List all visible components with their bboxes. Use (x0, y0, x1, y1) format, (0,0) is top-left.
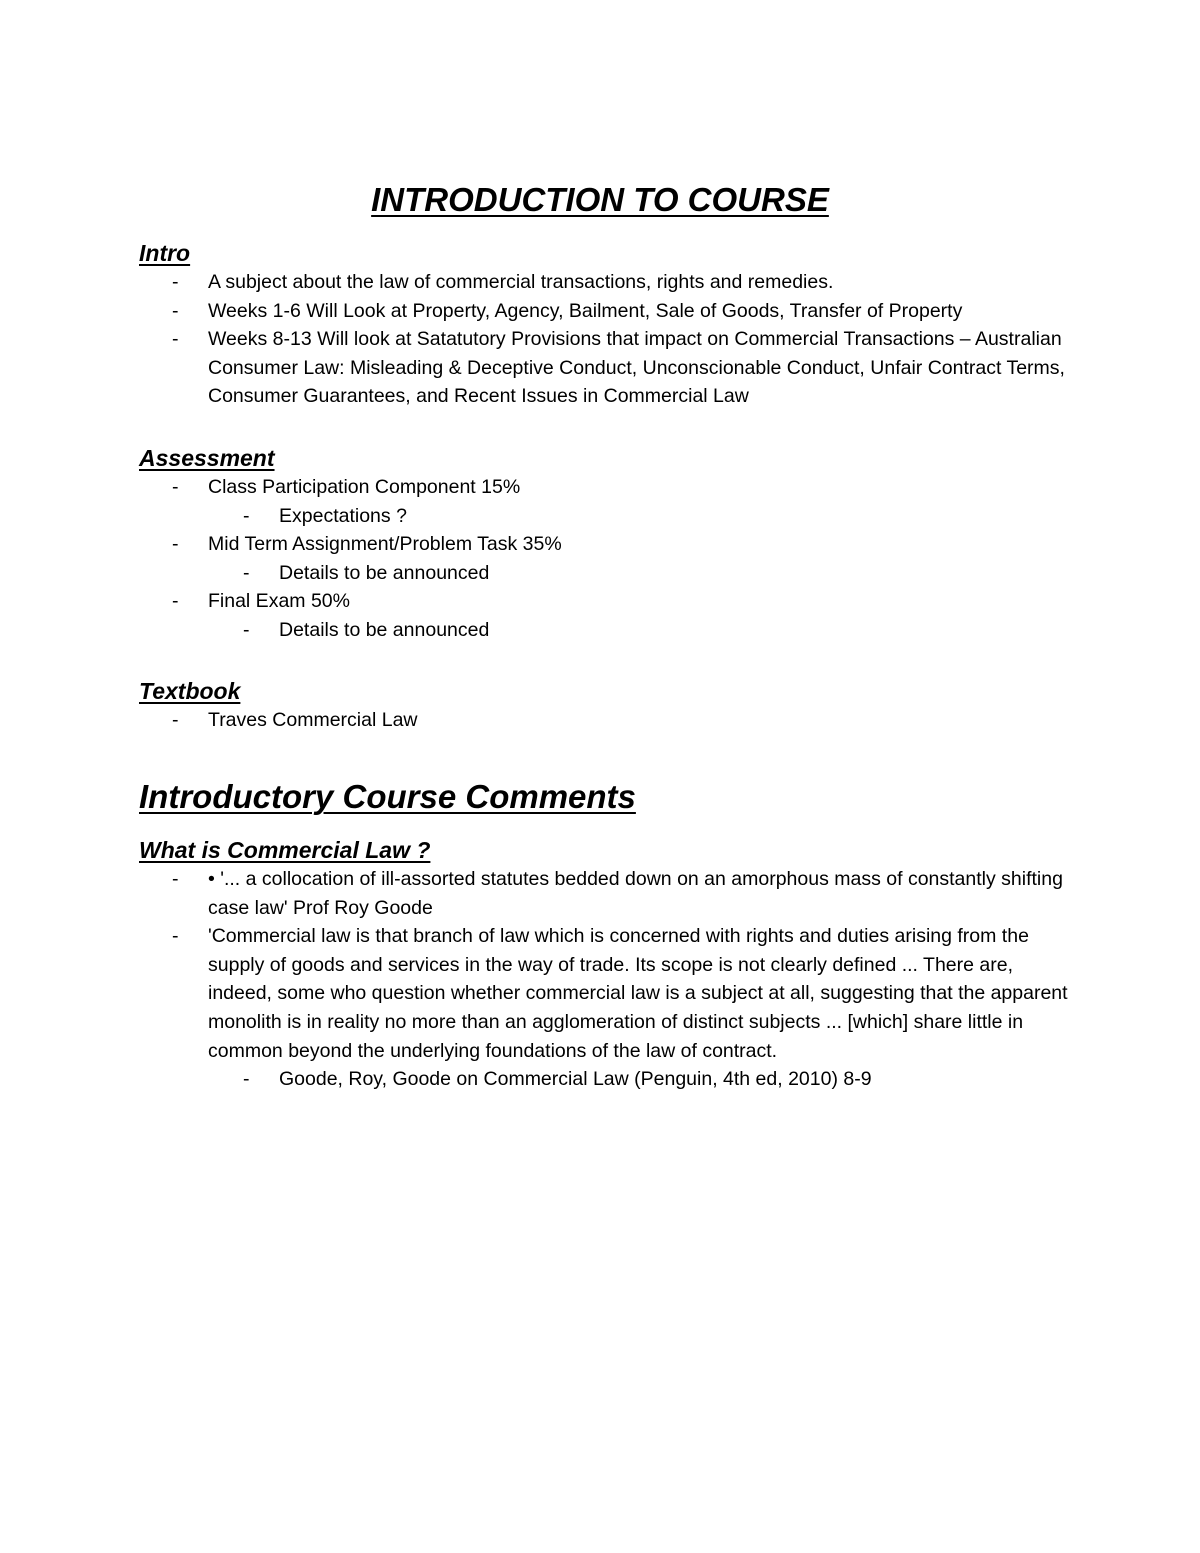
list-subitem: - Expectations ? (139, 502, 1079, 531)
list-item: - Mid Term Assignment/Problem Task 35% (139, 530, 1079, 559)
list-item: - Traves Commercial Law (139, 706, 1079, 735)
list-item: - Class Participation Component 15% (139, 473, 1079, 502)
intro-list (139, 268, 1079, 411)
list-item: - Weeks 1-6 Will Look at Property, Agency, Bailment, Sale of Goods, Transfer of Property (139, 297, 1079, 326)
list-item: - Final Exam 50% (139, 587, 1079, 616)
textbook-heading: Textbook (139, 678, 241, 704)
page-title: INTRODUCTION TO COURSE (371, 181, 829, 218)
commercial-law-section (139, 835, 1079, 1094)
assessment-list (139, 473, 1079, 645)
textbook-list (139, 706, 1079, 735)
list-item: - A subject about the law of commercial transactions, rights and remedies. (139, 268, 1079, 297)
intro-section (139, 238, 1079, 411)
comments-section (139, 776, 1079, 818)
assessment-section (139, 443, 1079, 645)
list-subitem: - Details to be announced (139, 616, 1079, 645)
assessment-heading: Assessment (139, 445, 275, 471)
commercial-law-subheading: What is Commercial Law ? (139, 837, 431, 863)
intro-heading: Intro (139, 240, 191, 266)
list-subitem: - Details to be announced (139, 559, 1079, 588)
list-item: - 'Commercial law is that branch of law which is concerned with rights and duties arising from the supply of goods and services in the way of trade. Its scope is not clearly defined ... There are, indeed, some who question whether commercial law is a subject at all, suggesting that the apparent monolith is in reality no more than an agglomeration of distinct subjects ... [which] share little in common beyond the underlying foundations of the law of contract. (139, 922, 1079, 1065)
list-item: - • '... a collocation of ill-assorted statutes bedded down on an amorphous mass of constantly shifting case law' Prof Roy Goode (139, 865, 1079, 922)
comments-heading: Introductory Course Comments (139, 778, 636, 815)
citation: - Goode, Roy, Goode on Commercial Law (Penguin, 4th ed, 2010) 8-9 (139, 1065, 1079, 1094)
comments-list (139, 865, 1079, 1094)
list-item: - Weeks 8-13 Will look at Satatutory Provisions that impact on Commercial Transactions – Australian Consumer Law: Misleading & Deceptive Conduct, Unconscionable Conduct, Unfair Contract Terms, Consumer Guarantees, and Recent Issues in Commercial Law (139, 325, 1079, 411)
textbook-section (139, 676, 1079, 735)
